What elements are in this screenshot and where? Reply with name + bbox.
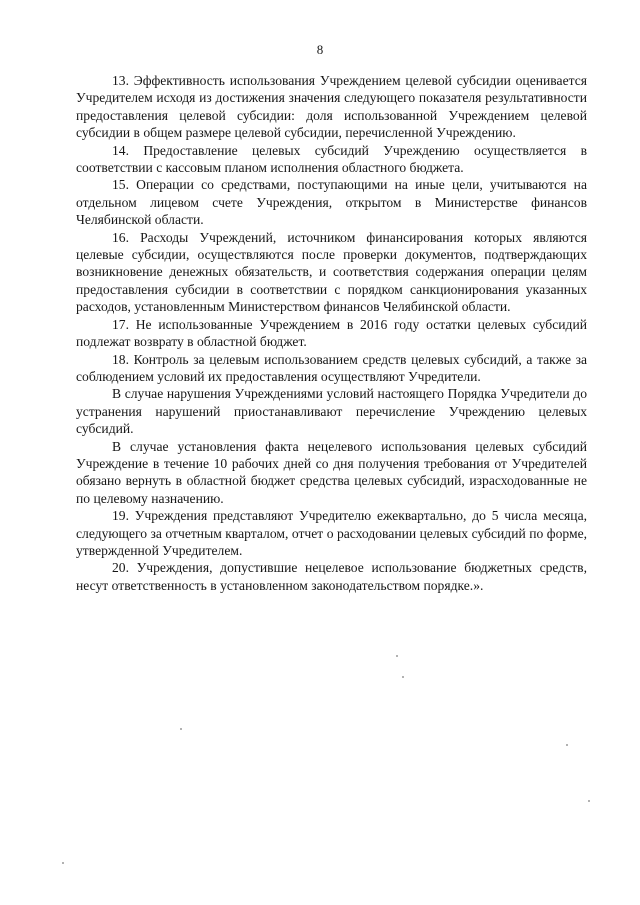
scan-speck xyxy=(396,655,398,657)
paragraph-19: 19. Учреждения представляют Учредителю ежеквартально, до 5 числа месяца, следующего за отчетным кварталом, отчет о расходовании целевых субсидий по форме, утвержденной Учредителем. xyxy=(76,508,587,558)
paragraph-13: 13. Эффективность использования Учреждением целевой субсидии оценивается Учредителем исходя из достижения значения следующего показателя результативности предоставления целевой субсидии: доля использованной Учреждением целевой субсидии в общем размере целевой субсидии, перечисленной Учреждению. xyxy=(76,73,587,141)
scan-speck xyxy=(62,862,64,864)
scan-speck xyxy=(180,728,182,730)
scan-speck xyxy=(588,800,590,802)
paragraph-18-misuse: В случае установления факта нецелевого использования целевых субсидий Учреждение в течение 10 рабочих дней со дня получения требования от Учредителей обязано вернуть в областной бюджет средства целевых субсидий, израсходованные не по целевому назначению. xyxy=(76,438,587,506)
paragraph-18: 18. Контроль за целевым использованием средств целевых субсидий, а также за соблюдением условий их предоставления осуществляют Учредители. xyxy=(76,351,587,384)
paragraph-15: 15. Операции со средствами, поступающими на иные цели, учитываются на отдельном лицевом счете Учреждения, открытом в Министерстве финансов Челябинской области. xyxy=(76,177,587,228)
paragraph-14: 14. Предоставление целевых субсидий Учреждению осуществляется в соответствии с кассовым планом исполнения областного бюджета. xyxy=(76,142,587,176)
paragraph-16: 16. Расходы Учреждений, источником финансирования которых являются целевые субсидии, осуществляются после проверки документов, подтверждающих возникновение денежных обязательств, и соответствия содержания операции целям предоставления субсидии в соответствии с порядком санкционирования указанных расходов, установленным Министерством финансов Челябинской области. xyxy=(76,229,587,315)
document-body xyxy=(76,72,587,594)
paragraph-20: 20. Учреждения, допустившие нецелевое использование бюджетных средств, несут ответственность в установленном законодательством порядке.». xyxy=(76,560,587,593)
scan-speck xyxy=(402,676,404,678)
paragraph-17: 17. Не использованные Учреждением в 2016 году остатки целевых субсидий подлежат возврату в областной бюджет. xyxy=(76,316,587,350)
paragraph-18-violation: В случае нарушения Учреждениями условий настоящего Порядка Учредители до устранения нарушений приостанавливают перечисление Учреждению целевых субсидий. xyxy=(76,386,587,437)
page-number: 8 xyxy=(316,42,324,57)
scan-speck xyxy=(566,744,568,746)
